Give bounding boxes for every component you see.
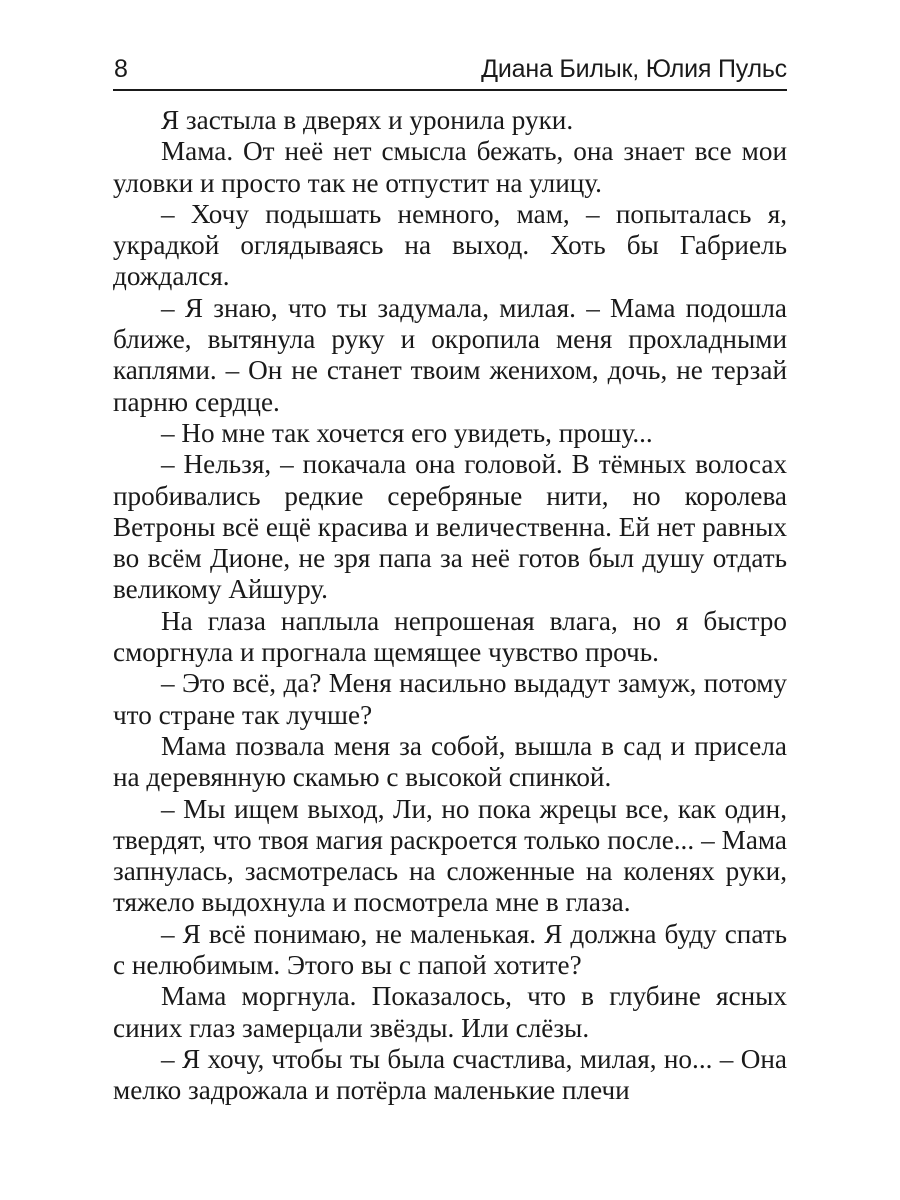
paragraph: – Это всё, да? Меня насильно выдадут замуж, потому что стране так лучше? [113,668,787,730]
paragraph: Мама моргнула. Показалось, что в глубине ясных синих глаз замерцали звёзды. Или слёзы. [113,981,787,1043]
paragraph: Мама позвала меня за собой, вышла в сад и присела на деревянную скамью с высокой спинкой. [113,730,787,793]
running-header [113,54,787,91]
paragraph: – Нельзя, – покачала она головой. В тёмных волосах пробивались редкие серебряные нити, но королева Ветроны всё ещё красива и величественна. Ей нет равных во всём Дионе, не зря папа за неё готов был душу отдать великому Айшуру. [113,449,787,605]
paragraph-continued: – Я хочу, чтобы ты была счастлива, милая, но... – Она мелко задрожала и потёрла маленькие плечи [113,1043,787,1106]
page-number: 8 [114,55,128,83]
book-page [113,54,787,1107]
paragraph: На глаза наплыла непрошеная влага, но я быстро сморгнула и прогнала щемящее чувство прочь. [113,605,787,668]
running-head-author: Диана Билык, Юлия Пульс [481,55,787,83]
body-text [113,105,787,1107]
paragraph: – Хочу подышать немного, мам, – попыталась я, украдкой оглядываясь на выход. Хоть бы Габриель дождался. [113,198,787,292]
paragraph: – Мы ищем выход, Ли, но пока жрецы все, как один, твердят, что твоя магия раскроется только после... – Мама запнулась, засмотрелась на сложенные на коленях руки, тяжело выдохнула и посмотрела мне в глаза. [113,793,787,918]
paragraph: – Я всё понимаю, не маленькая. Я должна буду спать с нелюбимым. Этого вы с папой хотите? [113,918,787,981]
paragraph: – Но мне так хочется его увидеть, прошу... [161,417,653,448]
paragraph: Я застыла в дверях и уронила руки. [161,105,574,135]
paragraph: – Я знаю, что ты задумала, милая. – Мама подошла ближе, вытянула руку и окропила меня прохладными каплями. – Он не станет твоим женихом, дочь, не терзай парню сердце. [113,292,787,417]
paragraph: Мама. От неё нет смысла бежать, она знает все мои уловки и просто так не отпустит на улицу. [113,136,787,198]
